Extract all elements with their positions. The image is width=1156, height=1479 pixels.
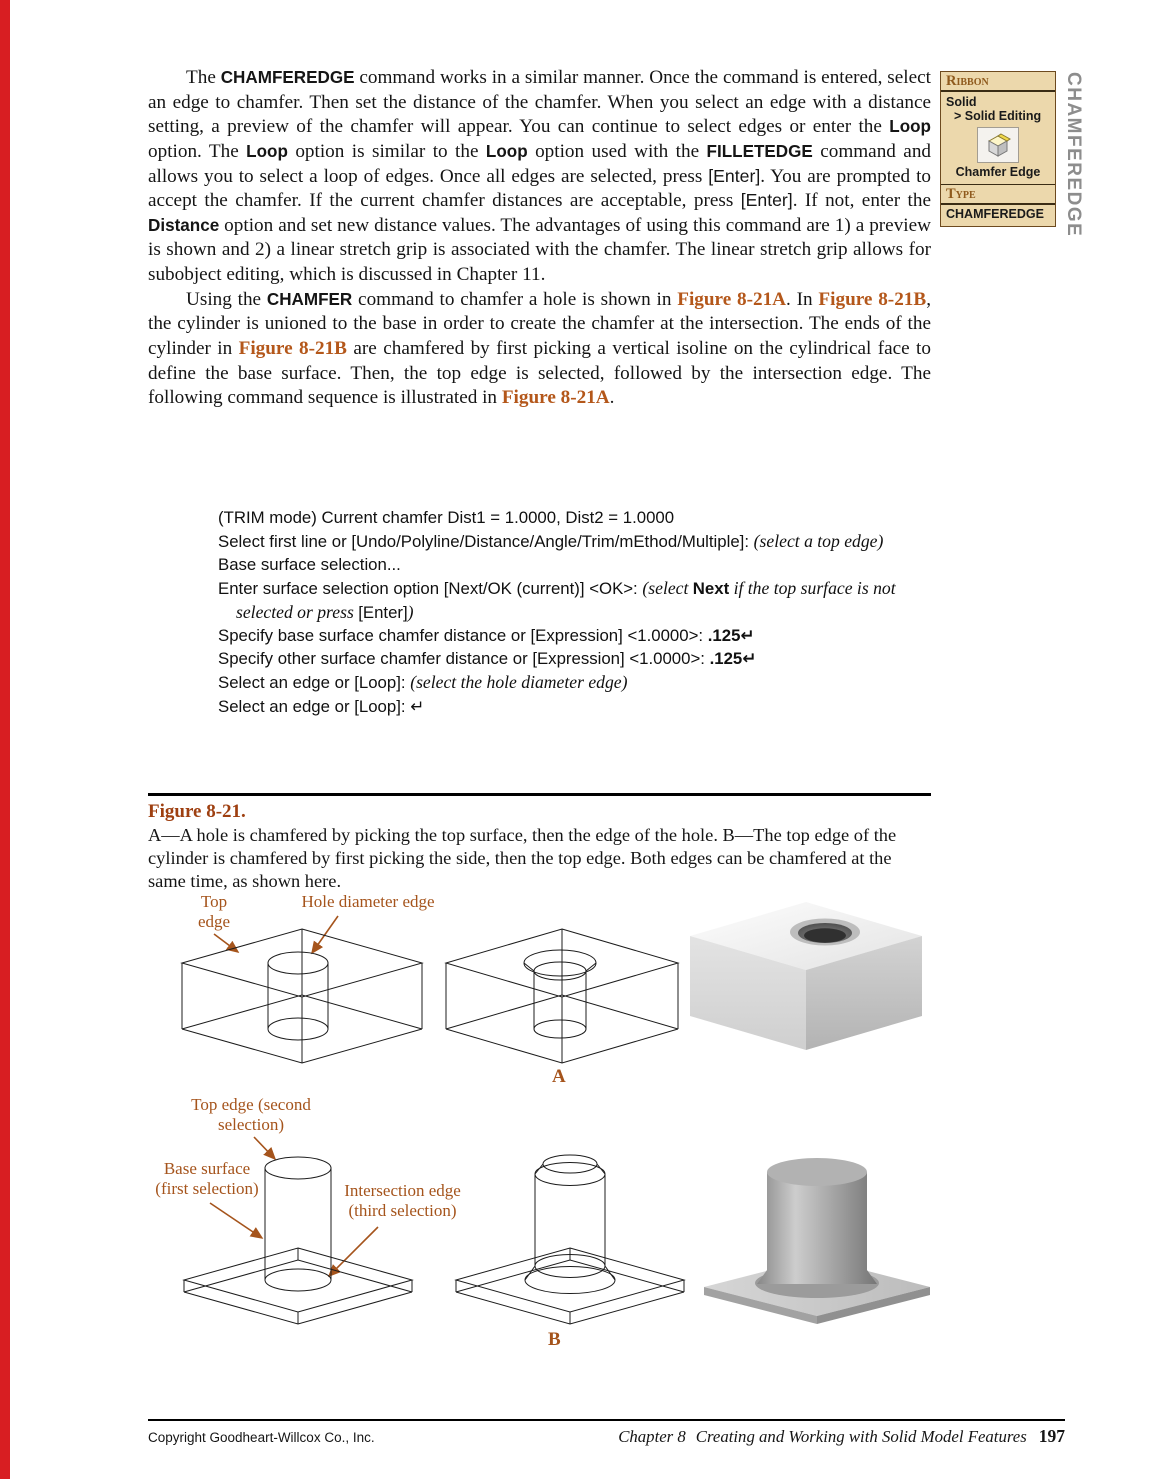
figure-caption: A—A hole is chamfered by picking the top surface, then the edge of the hole. B—The top edge of the cylinder is chamfered by first picking the side, then the top edge. Both edges can be chamfered at the same time, as shown here. <box>148 825 897 892</box>
command-line <box>218 576 932 624</box>
text-run: CHAMFEREDGE <box>220 68 355 87</box>
text-run: [Enter] <box>358 603 408 623</box>
wireframe-box-with-hole <box>178 924 426 1074</box>
text-run: option used with the <box>527 140 707 162</box>
text-run: are chamfered by first picking a vertical isoline on the cylindrical face to define the base surface. Then, the top edge is selected, followed by the intersection edge. The following command sequence is illustrated in <box>148 337 931 409</box>
chamfer-edge-icon <box>977 127 1019 163</box>
text-run: Figure 8-21B <box>238 337 347 359</box>
command-line <box>218 553 932 576</box>
text-run: Base surface selection... <box>218 555 401 575</box>
text-run: The <box>186 67 221 88</box>
figure-8-21-a <box>148 890 931 1092</box>
text-run: Specify base surface chamfer distance or [Expression] <1.0000>: <box>218 626 708 646</box>
label-top-edge-second: Top edge (second selection) <box>191 1095 311 1134</box>
text-run: Select first line or [Undo/Polyline/Distance/Angle/Trim/mEthod/Multiple]: <box>218 532 754 551</box>
label-intersection-third: Intersection edge (third selection) <box>344 1181 461 1220</box>
text-run: option is similar to the <box>287 140 486 162</box>
text-run: Figure 8-21B <box>818 288 927 310</box>
text-run: (select a top edge) <box>753 531 884 551</box>
tool-label: Chamfer Edge <box>955 164 1041 179</box>
text-run: Select an edge or [Loop]: <box>218 673 411 693</box>
figure-heading: Figure 8-21. <box>148 801 246 822</box>
label-base-surface-first: Base surface (first selection) <box>155 1159 259 1198</box>
text-run: ↵ <box>740 626 755 646</box>
text-run: Figure 8-21A <box>677 288 787 310</box>
body-copy <box>148 66 931 411</box>
text-run: .125 <box>709 649 743 669</box>
part-label-a: A <box>552 1066 566 1087</box>
text-run: (select the hole diameter edge) <box>410 672 628 693</box>
text-run: .125 <box>707 626 741 646</box>
text-run: Using the <box>186 288 267 310</box>
text-run: ) <box>407 602 414 623</box>
ribbon-heading: Ribbon <box>946 73 989 89</box>
text-run: Loop <box>485 141 528 161</box>
part-label-b: B <box>548 1329 561 1350</box>
command-line <box>218 647 932 670</box>
copyright-text: Copyright Goodheart-Willcox Co., Inc. <box>148 1430 375 1445</box>
chamfer-edge-icon-glyph <box>983 132 1013 158</box>
text-run: CHAMFER <box>266 289 353 309</box>
text-run: Figure 8-21A <box>501 387 610 409</box>
footer-rule <box>148 1419 1065 1421</box>
text-run: [Enter] <box>740 190 793 211</box>
text-run: option and set new distance values. The advantages of using this command are 1) a preview is shown and 2) a linear stretch grip is associated with the chamfer. The linear stretch grip allows for subobject editing, which is discussed in Chapter 11. <box>148 214 931 285</box>
text-run: ↵ <box>410 696 425 716</box>
text-run: ↵ <box>742 649 757 669</box>
text-run: FILLETEDGE <box>706 141 813 161</box>
running-footer <box>618 1426 1065 1447</box>
wireframe-cylinder-on-base <box>178 1150 418 1327</box>
render-box-chamfered-hole <box>688 892 930 1072</box>
chapter-number: Chapter 8 <box>618 1427 686 1446</box>
command-line <box>218 624 932 647</box>
type-heading: Type <box>946 186 976 202</box>
command-line <box>218 506 932 529</box>
command-line <box>218 529 932 553</box>
text-run: Distance <box>148 215 220 235</box>
text-run: Loop <box>246 141 288 161</box>
text-run: command works in a similar manner. Once the command is entered, select an edge to chamfer. Then set the distance of the chamfer. When you select an edge with a distance setting, a preview of the chamfer will appear. You can continue to select edges or enter the <box>148 67 931 138</box>
text-run: Specify other surface chamfer distance or [Expression] <1.0000>: <box>218 649 710 669</box>
text-run: . <box>609 387 615 409</box>
typed-command: CHAMFEREDGE <box>946 206 1044 221</box>
label-top-edge: Top edge <box>197 892 231 931</box>
text-run: command and allows you to select a loop of edges. Once all edges are selected, press <box>148 140 932 187</box>
text-run: option. The <box>148 140 247 162</box>
figure-separator-rule <box>148 793 931 796</box>
figure-8-21-b <box>148 1095 931 1357</box>
chapter-title: Creating and Working with Solid Model Features <box>695 1427 1027 1446</box>
text-run: (TRIM mode) Current chamfer Dist1 = 1.0000, Dist2 = 1.0000 <box>218 508 675 527</box>
render-cylinder-on-base <box>700 1150 935 1327</box>
ribbon-panel-path: > Solid Editing <box>954 108 1042 123</box>
text-run: command to chamfer a hole is shown in <box>352 288 678 310</box>
command-access-box <box>940 71 1056 227</box>
text-run: . You are prompted to accept the chamfer. If the current chamfer distances are acceptable, press <box>148 165 931 212</box>
page-number: 197 <box>1038 1426 1065 1446</box>
text-run: , the cylinder is unioned to the base in order to create the chamfer at the intersection. The ends of the cylinder in <box>148 288 931 359</box>
ribbon-tab-path: Solid <box>946 94 977 109</box>
text-run: (select <box>642 578 693 599</box>
text-run: [Enter] <box>708 165 761 186</box>
command-sequence <box>218 506 932 718</box>
label-hole-diameter-edge: Hole diameter edge <box>301 892 435 911</box>
margin-command-tab: CHAMFEREDGE <box>1063 72 1084 238</box>
page-edge-bar <box>0 0 10 1479</box>
paragraph-chamferedge <box>148 66 931 288</box>
text-run: Enter surface selection option [Next/OK (current)] <OK>: <box>218 579 643 599</box>
command-line <box>218 670 932 694</box>
text-run: . If not, enter the <box>792 190 931 212</box>
text-run: . In <box>786 288 819 310</box>
page-footer <box>148 1426 1065 1447</box>
command-line <box>218 695 932 718</box>
wireframe-cylinder-on-base-chamfered <box>450 1150 690 1327</box>
text-run: if the top surface is not selected or press <box>236 578 896 623</box>
wireframe-box-chamfered-hole <box>442 924 682 1074</box>
text-run: Next <box>692 579 730 599</box>
text-run: Select an edge or [Loop]: <box>218 696 411 716</box>
text-run: Loop <box>889 117 931 137</box>
paragraph-chamfer-hole <box>148 288 931 411</box>
